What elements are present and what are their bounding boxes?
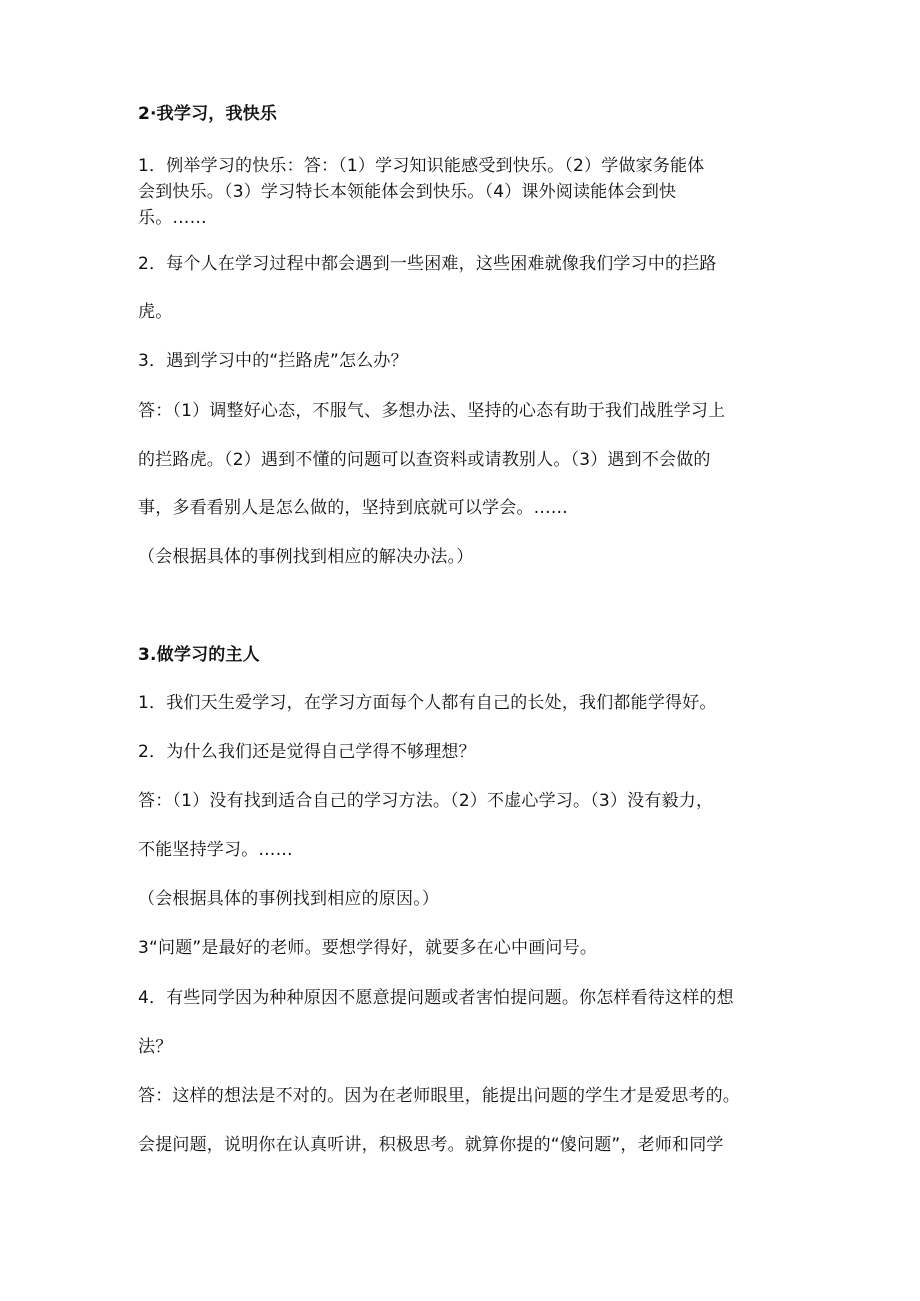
s2-q1-line2: 会到快乐。（3）学习特长本领能体会到快乐。（4）课外阅读能体会到快 [138, 182, 677, 202]
s3-q2-answer-line2: 不能坚持学习。…… [138, 840, 293, 860]
s3-q4-answer-line1: 答：这样的想法是不对的。因为在老师眼里，能提出问题的学生才是爱思考的。 [138, 1086, 740, 1106]
s2-q1-line3: 乐。…… [138, 208, 207, 228]
s2-q3-answer-line2: 的拦路虎。（2）遇到不懂的问题可以查资料或请教别人。（3）遇到不会做的 [138, 450, 711, 470]
s2-q3-answer-line3: 事，多看看别人是怎么做的，坚持到底就可以学会。…… [138, 498, 568, 518]
s3-q4-answer-line2: 会提问题，说明你在认真听讲，积极思考。就算你提的“傻问题”，老师和同学 [138, 1135, 724, 1155]
s3-q2-question: 2．为什么我们还是觉得自己学得不够理想？ [138, 742, 476, 762]
s2-q1-line1: 1．例举学习的快乐：答：（1）学习知识能感受到快乐。（2）学做家务能体 [138, 156, 705, 176]
s3-q1: 1．我们天生爱学习，在学习方面每个人都有自己的长处，我们都能学得好。 [138, 693, 717, 713]
s2-q3-answer-line1: 答：（1）调整好心态，不服气、多想办法、坚持的心态有助于我们战胜学习上 [138, 401, 726, 421]
s2-q2-line2: 虎。 [138, 302, 173, 322]
s3-q4-line1: 4．有些同学因为种种原因不愿意提问题或者害怕提问题。你怎样看待这样的想 [138, 988, 734, 1008]
s3-q2-answer-line1: 答：（1）没有找到适合自己的学习方法。（2）不虚心学习。（3）没有毅力， [138, 791, 714, 811]
s3-q2-note: （会根据具体的事例找到相应的原因。） [138, 889, 440, 909]
s2-q3-note: （会根据具体的事例找到相应的解决办法。） [138, 547, 474, 567]
section-2-heading: 2·我学习，我快乐 [138, 104, 278, 124]
s2-q2-line1: 2．每个人在学习过程中都会遇到一些困难，这些困难就像我们学习中的拦路 [138, 254, 717, 274]
s3-q4-line2: 法？ [138, 1037, 173, 1057]
s2-q3-question: 3．遇到学习中的“拦路虎”怎么办？ [138, 351, 408, 371]
s3-q3: 3“问题”是最好的老师。要想学得好，就要多在心中画问号。 [138, 938, 598, 958]
section-3-heading: 3.做学习的主人 [138, 645, 260, 665]
